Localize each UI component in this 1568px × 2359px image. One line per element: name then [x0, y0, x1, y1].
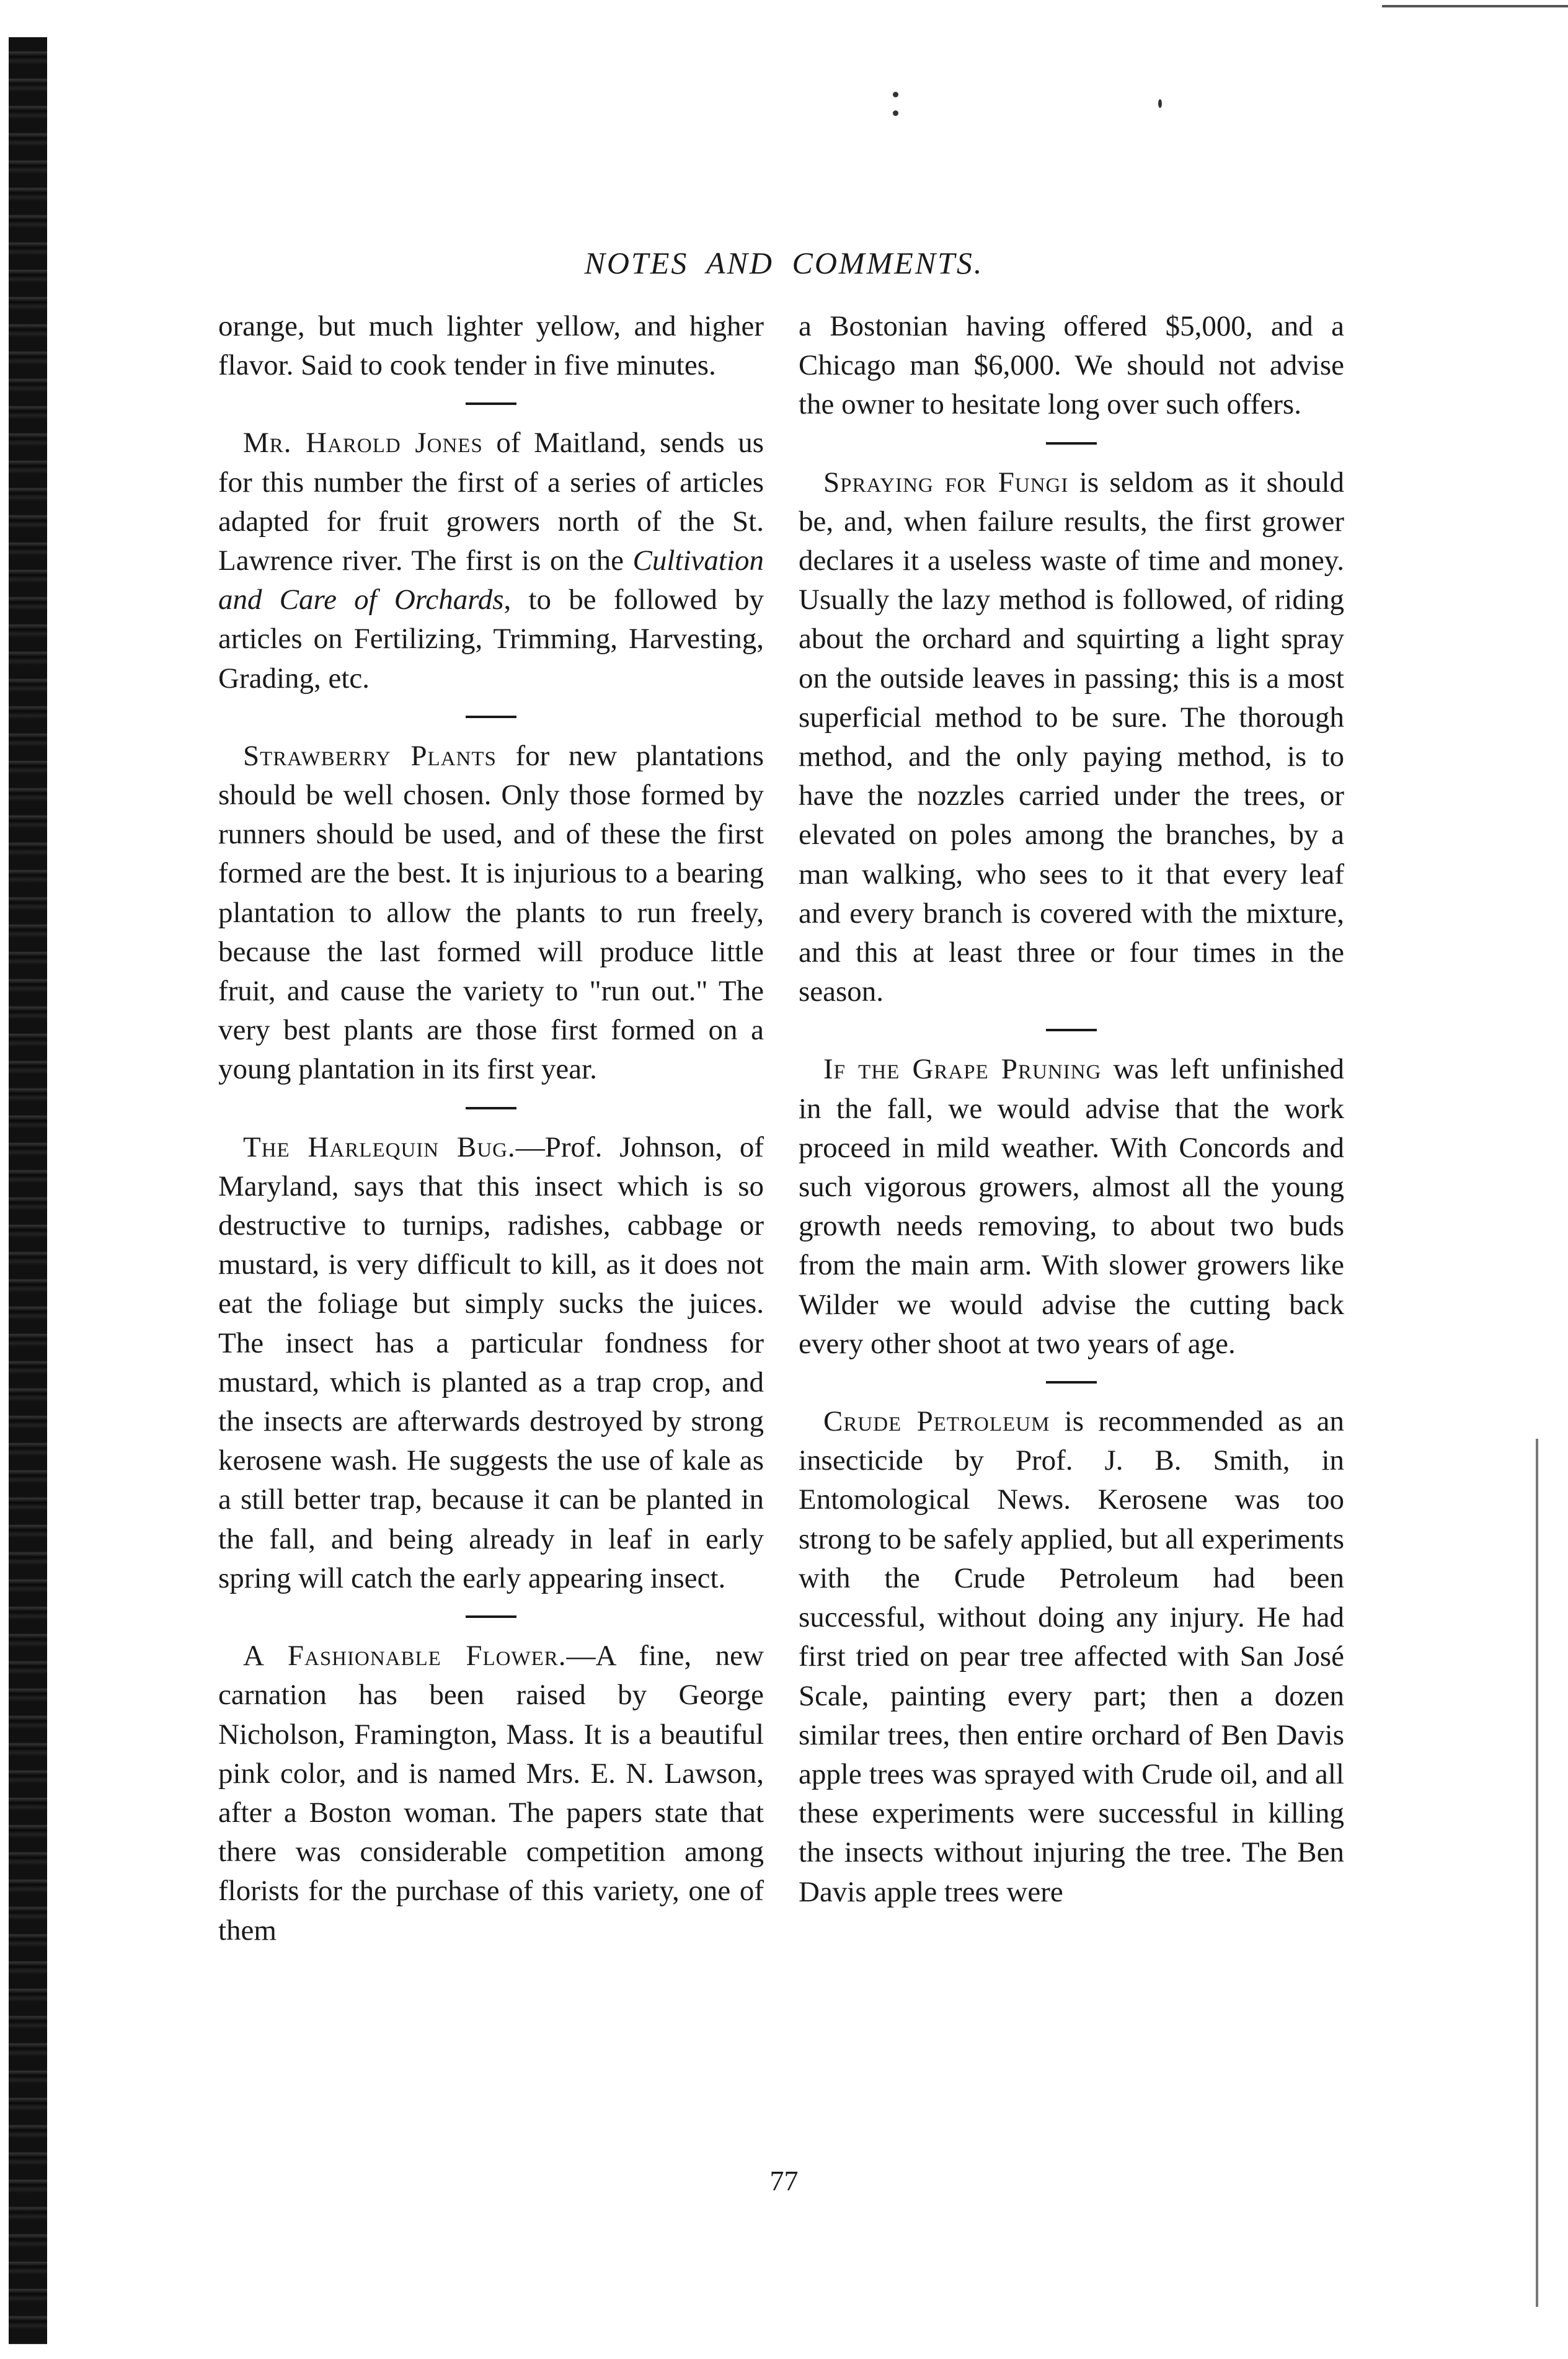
scan-binding-edge [9, 37, 47, 2344]
section-divider [466, 1107, 516, 1109]
article-title: Cultivation and Care of Orchards [218, 544, 764, 616]
note-lead: A Fashionable Flower. [243, 1640, 567, 1673]
scan-speck [893, 92, 898, 97]
note-text: is seldom as it should be, and, when failure results, the first grower declares it a useless waste of time and money. Usually the lazy method is followed, of riding about the orchard and squirting a light spray on the outside leaves in passing; this is a most superficial method to be sure. The thorough method, and the only paying method, is to have the nozzles carried under the trees, or elevated on poles among the branches, by a man walking, who sees to it that every leaf and every branch is covered with the mixture, and this at least three or four times in the season. [799, 466, 1345, 1008]
note-lead: The Harlequin Bug. [243, 1131, 516, 1163]
note-harold-jones [218, 424, 764, 698]
section-divider [1046, 1029, 1097, 1031]
note-lead: Spraying for Fungi [823, 466, 1069, 499]
note-lead: Mr. Harold Jones [243, 427, 483, 460]
note-text: for new plantations should be well chosen. Only those formed by runners should be used, and of these the first formed are the best. It is injurious to a bearing plantation to allow the plants to run freely, because the last formed will produce little fruit, and cause the variety to "run out." The very best plants are those first formed on a young plantation in its first year. [218, 739, 764, 1086]
paragraph-continued: orange, but much lighter yellow, and higher flavor. Said to cook tender in five minutes. [218, 310, 764, 382]
page-number: 77 [769, 2165, 799, 2197]
scan-speck [893, 110, 898, 116]
note-grape-pruning [799, 1050, 1344, 1364]
note-lead: Crude Petroleum [823, 1405, 1050, 1438]
note-text: —Prof. Johnson, of Maryland, says that this insect which is so destructive to turnips, radishes, cabbage or mustard, is very difficult to kill, as it does not eat the foliage but simply sucks the juices. The insect has a particular fondness for mustard, which is planted as a trap crop, and the insects are afterwards destroyed by strong kerosene wash. He suggests the use of kale as a still better trap, because it can be planted in the fall, and being already in leaf in early spring will catch the early appearing insect. [218, 1131, 764, 1594]
note-lead: If the Grape Pruning [823, 1053, 1102, 1086]
note-text: —A fine, new carnation has been raised by George Nicholson, Framington, Mass. It is a beautiful pink color, and is named Mrs. E. N. Lawson, after a Boston woman. The papers state that there was considerable competition among florists for the purchase of this variety, one of them [218, 1640, 764, 1947]
section-divider [466, 402, 516, 405]
note-lead: Strawberry Plants [243, 739, 497, 772]
scan-top-rule [1382, 5, 1568, 7]
left-column [218, 307, 764, 1950]
note-crude-petroleum [799, 1402, 1344, 1912]
section-divider [1046, 1381, 1097, 1384]
section-divider [466, 716, 516, 718]
right-column [799, 307, 1344, 1912]
note-text: , to be followed by articles on Fertilizing, Trimming, Harvesting, Grading, etc. [218, 584, 764, 695]
note-strawberry-plants [218, 737, 764, 1090]
note-text: was left unfinished in the fall, we would advise that the work proceed in mild weather. With Concords and such vigorous growers, almost all the young growth needs removing, to about two buds from the main arm. With slower growers like Wilder we would advise the cutting back every other shoot at two years of age. [799, 1053, 1344, 1360]
section-divider [1046, 442, 1097, 445]
paragraph-continued: a Bostonian having offered $5,000, and a Chicago man $6,000. We should not advise the owner to hesitate long over such offers. [799, 310, 1344, 421]
section-divider [466, 1615, 516, 1618]
note-spraying-for-fungi [799, 463, 1344, 1012]
note-fashionable-flower [218, 1637, 764, 1950]
note-harlequin-bug [218, 1128, 764, 1598]
note-text: is recommended as an insecticide by Prof. J. B. Smith, in Entomological News. Kerosene was too strong to be safely applied, but all experiments with the Crude Petroleum had been successful, without doing any injury. He had first tried on pear tree affected with San José Scale, painting every part; then a dozen similar trees, then entire orchard of Ben Davis apple trees was sprayed with Crude oil, and all these experiments were successful in killing the insects without injuring the tree. The Ben Davis apple trees were [799, 1405, 1344, 1908]
note-text: of Maitland, sends us for this number the first of a series of articles adapted for fruit growers north of the St. Lawrence river. The first is on the [218, 427, 764, 577]
scan-speck [1158, 99, 1162, 108]
running-head: NOTES AND COMMENTS. [584, 246, 984, 280]
